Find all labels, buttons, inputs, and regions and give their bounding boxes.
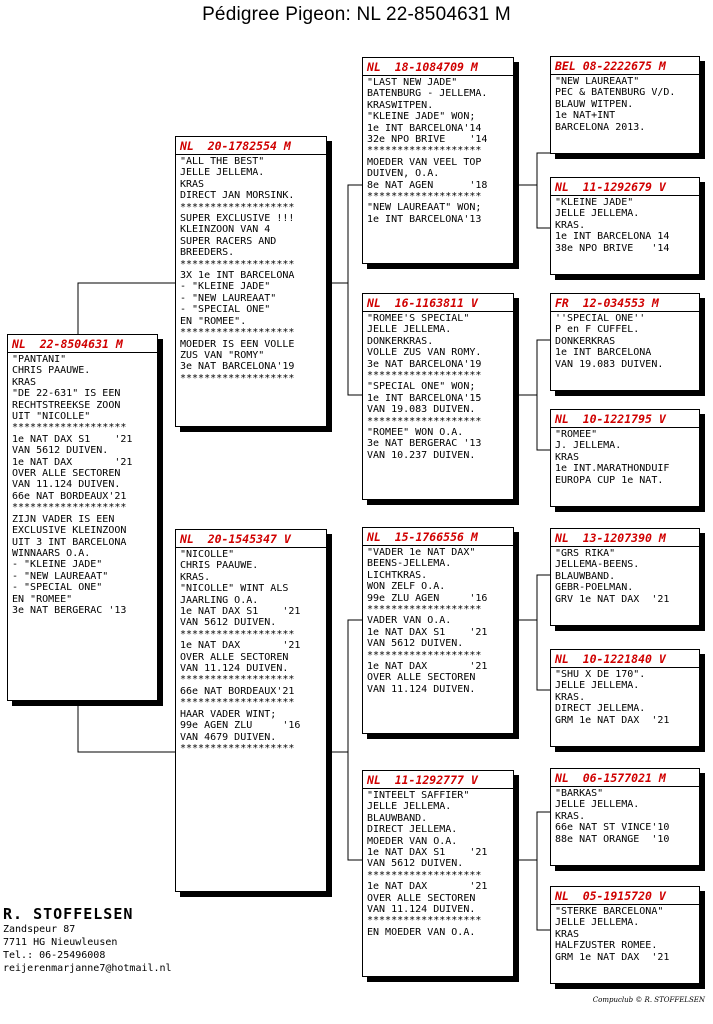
pedigree-line: 38e NPO BRIVE '14	[555, 242, 670, 254]
pedigree-line: VAN 19.083 DUIVEN.	[367, 404, 476, 416]
pigeon-card-dsd	[550, 649, 700, 747]
pedigree-line: *******************	[367, 649, 482, 661]
pedigree-line: VAN 19.083 DUIVEN.	[555, 358, 664, 370]
pedigree-line: "STERKE BARCELONA"	[555, 906, 664, 917]
pedigree-line: 32e NPO BRIVE '14	[367, 134, 488, 146]
pedigree-line: *******************	[180, 258, 295, 270]
pedigree-line: WINNAARS O.A.	[12, 547, 91, 559]
pedigree-line: "NICOLLE"	[180, 549, 235, 560]
pigeon-card-sds	[550, 293, 700, 391]
pedigree-line: GRM 1e NAT DAX '21	[555, 714, 670, 726]
pedigree-line: "KLEINE JADE"	[555, 197, 634, 208]
pedigree-line: "SPECIAL ONE" WON;	[367, 381, 476, 393]
pedigree-line: BLAUWBAND.	[555, 570, 616, 582]
pedigree-line: VAN 5612 DUIVEN.	[367, 858, 464, 870]
pedigree-line: 1e NAT DAX S1 '21	[367, 847, 488, 859]
pedigree-line: CHRIS PAAUWE.	[180, 560, 259, 572]
pedigree-line: JELLE JELLEMA.	[367, 801, 452, 813]
pedigree-line: *******************	[180, 327, 295, 339]
pigeon-card-dam-dam	[362, 770, 514, 977]
pedigree-line: VAN 5612 DUIVEN.	[367, 638, 464, 650]
pigeon-card-sdd	[550, 409, 700, 507]
pedigree-line: KRAS	[180, 178, 205, 190]
ring-number: NL 11-1292679 V	[551, 179, 699, 196]
pedigree-line: *******************	[367, 604, 482, 616]
pedigree-line: *******************	[367, 915, 482, 927]
footer-credit: Compuclub © R. STOFFELSEN	[592, 996, 705, 1004]
pedigree-line: *******************	[367, 869, 482, 881]
pedigree-line: "GRS RIKA"	[555, 548, 616, 559]
pedigree-line: "NEW LAUREAAT" WON;	[367, 202, 482, 214]
pedigree-line: DIRECT JELLEMA.	[555, 703, 646, 715]
pedigree-line: BEENS-JELLEMA.	[367, 558, 452, 570]
pedigree-line: OVER ALLE SECTOREN	[12, 468, 121, 480]
pedigree-line: DUIVEN, O.A.	[367, 168, 440, 180]
pedigree-line: *******************	[180, 628, 295, 640]
ring-number: BEL 08-2222675 M	[551, 58, 699, 75]
ring-number: FR 12-034553 M	[551, 295, 699, 312]
pedigree-line: 66e NAT BORDEAUX'21	[180, 685, 295, 697]
ring-number: NL 11-1292777 V	[363, 772, 513, 789]
pedigree-line: "LAST NEW JADE"	[367, 77, 458, 88]
pedigree-line: EN "ROMEE"	[12, 593, 73, 605]
pedigree-line: VAN 11.124 DUIVEN.	[180, 663, 289, 675]
pedigree-line: JELLE JELLEMA.	[555, 208, 640, 220]
pedigree-line: UIT 3 INT BARCELONA	[12, 536, 127, 548]
pedigree-line: KRAS	[555, 451, 580, 463]
pigeon-card-dam	[175, 529, 327, 892]
owner-email: reijerenmarjanne7@hotmail.nl	[3, 963, 172, 974]
pedigree-line: 1e NAT DAX '21	[367, 661, 488, 673]
pedigree-line: CHRIS PAAUWE.	[12, 365, 91, 377]
pedigree-line: MOEDER IS EEN VOLLE	[180, 338, 295, 350]
pedigree-line: KRASWITPEN.	[367, 99, 434, 111]
pedigree-line: HALFZUSTER ROMEE.	[555, 940, 658, 952]
ring-number: NL 10-1221840 V	[551, 651, 699, 668]
pedigree-line: DIRECT JAN MORSINK.	[180, 190, 295, 202]
pedigree-line: *******************	[367, 191, 482, 203]
pedigree-line: JELLE JELLEMA.	[180, 167, 265, 179]
pedigree-line: ''SPECIAL ONE''	[555, 313, 646, 324]
owner-address: Zandspeur 87	[3, 924, 76, 935]
pedigree-line: VAN 11.124 DUIVEN.	[12, 479, 121, 491]
pedigree-line: KRAS	[555, 928, 580, 940]
pedigree-line: BREEDERS.	[180, 247, 235, 259]
pedigree-line: MOEDER VAN VEEL TOP	[367, 156, 482, 168]
pedigree-line: ZUS VAN "ROMY"	[180, 349, 265, 361]
pedigree-line: VOLLE ZUS VAN ROMY.	[367, 347, 482, 359]
pedigree-line: *******************	[12, 422, 127, 434]
pedigree-line: 1e NAT DAX '21	[367, 881, 488, 893]
pedigree-line: "VADER 1e NAT DAX"	[367, 547, 476, 558]
pedigree-line: 3e NAT BERGERAC '13	[12, 604, 127, 616]
pedigree-line: 1e NAT+INT	[555, 110, 616, 122]
pedigree-line: GEBR-POELMAN.	[555, 582, 634, 594]
pedigree-line: "KLEINE JADE" WON;	[367, 111, 476, 123]
pedigree-line: "INTEELT SAFFIER"	[367, 790, 470, 801]
page-title: Pédigree Pigeon: NL 22-8504631 M	[202, 4, 511, 25]
pedigree-line: JELLE JELLEMA.	[555, 799, 640, 811]
pedigree-line: VAN 5612 DUIVEN.	[180, 617, 277, 629]
pedigree-line: - "SPECIAL ONE"	[12, 582, 103, 594]
pedigree-line: VADER VAN O.A.	[367, 615, 452, 627]
pigeon-card-subject	[7, 334, 158, 701]
pedigree-line: KRAS.	[180, 571, 211, 583]
pedigree-line: *******************	[180, 742, 295, 754]
pedigree-line: "ROMEE"	[555, 429, 598, 440]
pigeon-card-ddd	[550, 886, 700, 984]
pedigree-line: VAN 10.237 DUIVEN.	[367, 449, 476, 461]
pedigree-line: - "NEW LAUREAAT"	[180, 292, 277, 304]
pedigree-line: 1e INT BARCELONA 14	[555, 231, 670, 243]
pedigree-line: JELLE JELLEMA.	[555, 917, 640, 929]
owner-name: R. STOFFELSEN	[3, 905, 134, 923]
pedigree-line: KRAS	[12, 376, 37, 388]
pedigree-line: *******************	[180, 674, 295, 686]
pedigree-line: VAN 11.124 DUIVEN.	[367, 683, 476, 695]
pedigree-line: *******************	[367, 370, 482, 382]
pedigree-line: PEC & BATENBURG V/D.	[555, 87, 676, 99]
pedigree-line: "BARKAS"	[555, 788, 604, 799]
pedigree-line: GRM 1e NAT DAX '21	[555, 951, 670, 963]
pedigree-line: EUROPA CUP 1e NAT.	[555, 474, 664, 486]
pedigree-line: VAN 11.124 DUIVEN.	[367, 904, 476, 916]
pedigree-line: OVER ALLE SECTOREN	[367, 892, 476, 904]
pedigree-line: 1e INT BARCELONA	[555, 347, 652, 359]
pedigree-line: 66e NAT BORDEAUX'21	[12, 490, 127, 502]
ring-number: NL 10-1221795 V	[551, 411, 699, 428]
ring-number: NL 15-1766556 M	[363, 529, 513, 546]
pedigree-line: JELLE JELLEMA.	[555, 680, 640, 692]
ring-number: NL 06-1577021 M	[551, 770, 699, 787]
pedigree-line: OVER ALLE SECTOREN	[180, 651, 289, 663]
pedigree-line: - "KLEINE JADE"	[180, 281, 271, 293]
pedigree-line: SUPER RACERS AND	[180, 235, 277, 247]
pedigree-line: J. JELLEMA.	[555, 440, 622, 452]
pedigree-line: "PANTANI"	[12, 354, 67, 365]
pedigree-line: KRAS.	[555, 691, 586, 703]
pedigree-line: 88e NAT ORANGE '10	[555, 833, 670, 845]
pedigree-line: 1e NAT DAX S1 '21	[12, 433, 133, 445]
pedigree-line: KRAS.	[555, 219, 586, 231]
pedigree-line: 3e NAT BARCELONA'19	[180, 361, 295, 373]
pedigree-line: HAAR VADER WINT;	[180, 708, 277, 720]
pigeon-card-sire-dam	[362, 293, 514, 500]
pedigree-line: *******************	[367, 145, 482, 157]
pedigree-line: 66e NAT ST VINCE'10	[555, 822, 670, 834]
pedigree-line: EXCLUSIVE KLEINZOON	[12, 525, 127, 537]
owner-phone: Tel.: 06-25496008	[3, 950, 106, 961]
pedigree-line: OVER ALLE SECTOREN	[367, 672, 476, 684]
ring-number: NL 20-1545347 V	[176, 531, 326, 548]
pedigree-line: EN MOEDER VAN O.A.	[367, 926, 476, 938]
pedigree-line: 99e ZLU AGEN '16	[367, 592, 488, 604]
pedigree-line: - "SPECIAL ONE"	[180, 304, 271, 316]
pedigree-line: UIT "NICOLLE"	[12, 411, 91, 423]
pedigree-line: "SHU X DE 170".	[555, 669, 646, 680]
pedigree-line: P en F CUFFEL.	[555, 324, 640, 336]
pedigree-line: 1e NAT DAX S1 '21	[367, 626, 488, 638]
pedigree-line: - "KLEINE JADE"	[12, 559, 103, 571]
pedigree-line: *******************	[180, 372, 295, 384]
pedigree-line: 8e NAT AGEN '18	[367, 179, 488, 191]
pedigree-line: 1e NAT DAX '21	[180, 640, 301, 652]
pedigree-line: KRAS.	[555, 810, 586, 822]
ring-number: NL 05-1915720 V	[551, 888, 699, 905]
pigeon-card-dam-sire	[362, 527, 514, 734]
ring-number: NL 22-8504631 M	[8, 336, 157, 353]
pigeon-card-dds	[550, 768, 700, 866]
pedigree-line: BLAUW WITPEN.	[555, 98, 634, 110]
pedigree-line: *******************	[367, 415, 482, 427]
pedigree-line: JELLEMA-BEENS.	[555, 559, 640, 571]
pedigree-line: BATENBURG - JELLEMA.	[367, 88, 488, 100]
pedigree-line: JELLE JELLEMA.	[367, 324, 452, 336]
pedigree-line: *******************	[180, 201, 295, 213]
pedigree-line: "DE 22-631" IS EEN	[12, 388, 121, 400]
pigeon-card-sss	[550, 56, 700, 154]
pedigree-line: 1e INT BARCELONA'15	[367, 392, 482, 404]
ring-number: NL 13-1207390 M	[551, 530, 699, 547]
pigeon-card-sire	[175, 136, 327, 427]
pedigree-line: ZIJN VADER IS EEN	[12, 513, 115, 525]
pedigree-line: "NEW LAUREAAT"	[555, 76, 640, 87]
pedigree-line: "NICOLLE" WINT ALS	[180, 583, 289, 595]
pedigree-line: 3e NAT BARCELONA'19	[367, 358, 482, 370]
pedigree-line: BLAUWBAND.	[367, 812, 428, 824]
owner-info	[3, 905, 172, 975]
pedigree-line: - "NEW LAUREAAT"	[12, 570, 109, 582]
pedigree-line: MOEDER VAN O.A.	[367, 835, 458, 847]
pedigree-line: "ROMEE'S SPECIAL"	[367, 313, 470, 324]
pedigree-line: 1e NAT DAX '21	[12, 456, 133, 468]
pedigree-line: 1e INT.MARATHONDUIF	[555, 463, 670, 475]
pedigree-line: DONKERKRAS	[555, 335, 616, 347]
pedigree-line: VAN 5612 DUIVEN.	[12, 445, 109, 457]
pedigree-line: KLEINZOON VAN 4	[180, 224, 271, 236]
pedigree-line: *******************	[180, 697, 295, 709]
owner-city: 7711 HG Nieuwleusen	[3, 937, 118, 948]
pedigree-line: SUPER EXCLUSIVE !!!	[180, 213, 295, 225]
pedigree-line: EN "ROMEE".	[180, 315, 247, 327]
pedigree-line: DIRECT JELLEMA.	[367, 824, 458, 836]
pedigree-line: 1e INT BARCELONA'14	[367, 122, 482, 134]
pedigree-line: 1e INT BARCELONA'13	[367, 213, 482, 225]
pedigree-line: JAARLING O.A.	[180, 594, 259, 606]
pedigree-line: GRV 1e NAT DAX '21	[555, 593, 670, 605]
pigeon-card-sire-sire	[362, 57, 514, 264]
ring-number: NL 18-1084709 M	[363, 59, 513, 76]
pedigree-line: BARCELONA 2013.	[555, 121, 646, 133]
pedigree-line: 1e NAT DAX S1 '21	[180, 606, 301, 618]
pedigree-line: "ALL THE BEST"	[180, 156, 265, 167]
pedigree-line: RECHTSTREEKSE ZOON	[12, 399, 121, 411]
pedigree-line: DONKERKRAS.	[367, 335, 434, 347]
ring-number: NL 20-1782554 M	[176, 138, 326, 155]
pedigree-line: 3X 1e INT BARCELONA	[180, 270, 295, 282]
pedigree-line: 3e NAT BERGERAC '13	[367, 438, 482, 450]
pedigree-line: WON ZELF O.A.	[367, 581, 446, 593]
pedigree-line: VAN 4679 DUIVEN.	[180, 731, 277, 743]
pedigree-line: *******************	[12, 502, 127, 514]
pigeon-card-dss	[550, 528, 700, 626]
pigeon-card-ssd	[550, 177, 700, 275]
pedigree-line: "ROMEE" WON O.A.	[367, 427, 464, 439]
pedigree-line: LICHTKRAS.	[367, 569, 428, 581]
pedigree-line: 99e AGEN ZLU '16	[180, 720, 301, 732]
ring-number: NL 16-1163811 V	[363, 295, 513, 312]
